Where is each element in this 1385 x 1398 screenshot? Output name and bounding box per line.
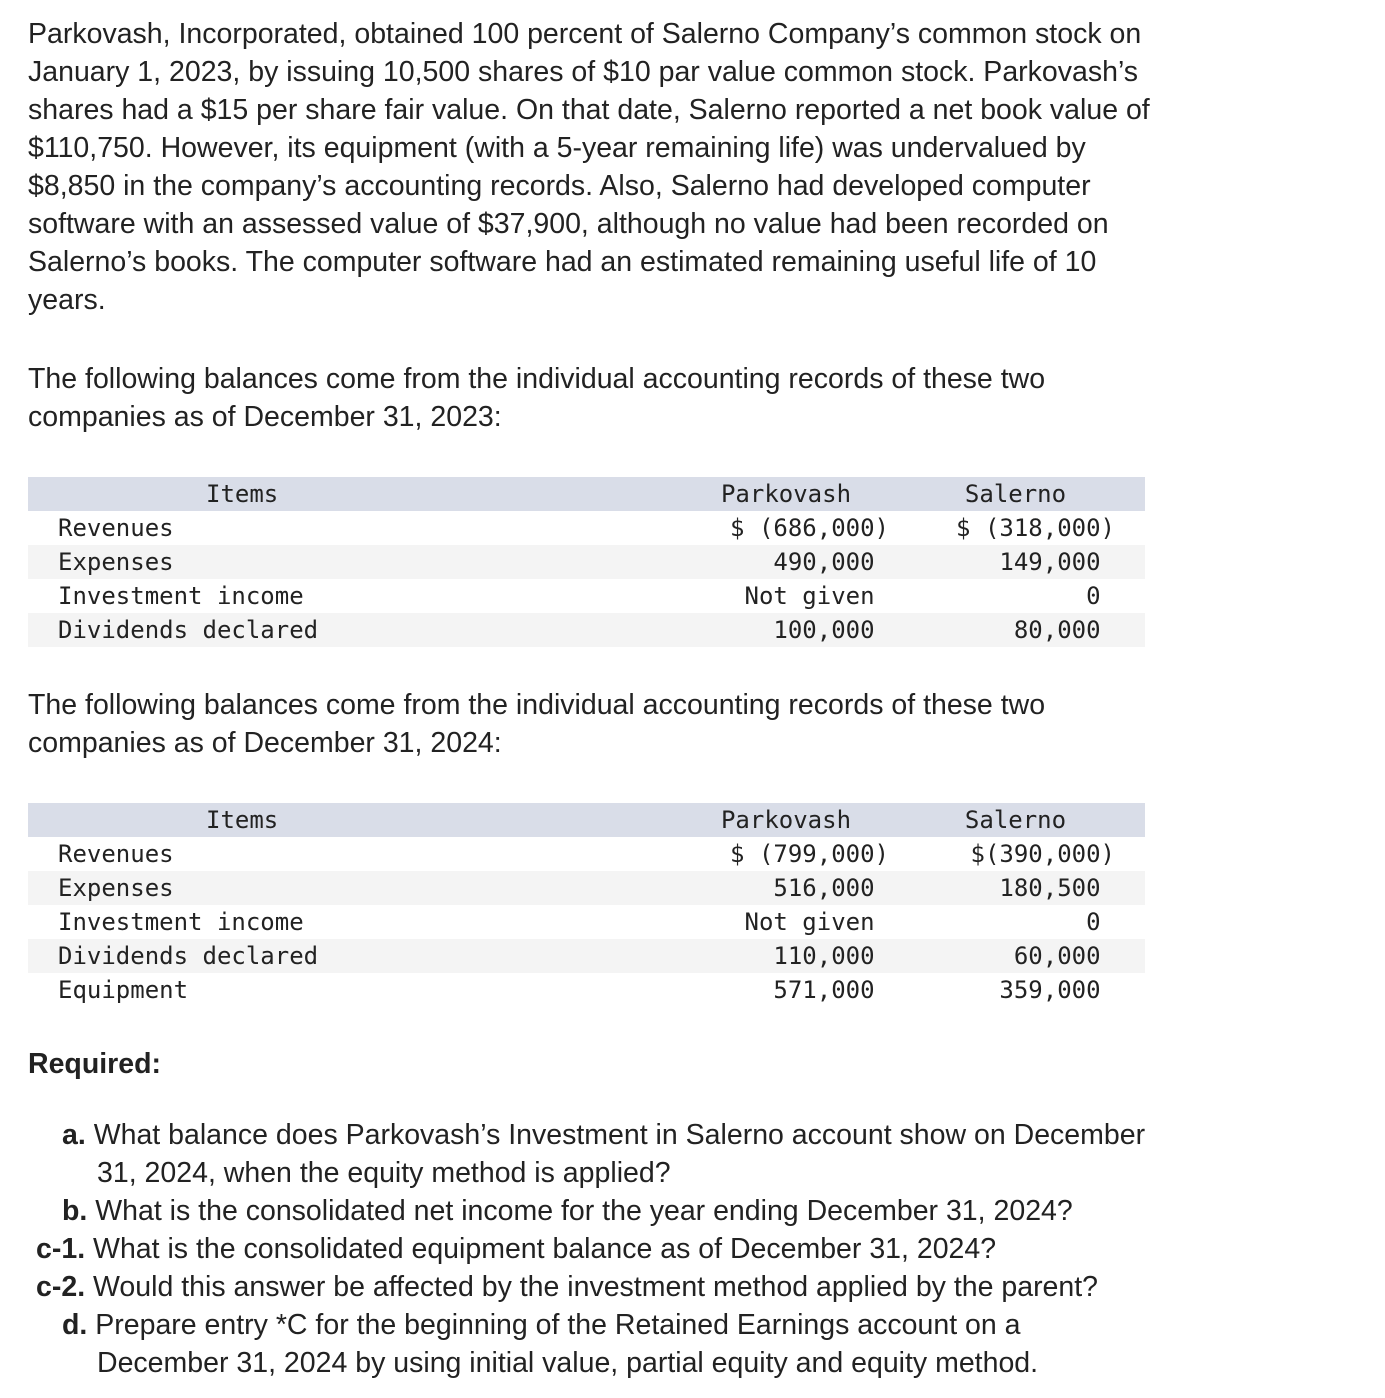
intro-line: years. [28, 284, 106, 316]
row-parkovash-value: 571,000 [773, 976, 889, 1004]
table-header-row [28, 477, 1145, 511]
lead-line: companies as of December 31, 2024: [28, 727, 502, 759]
row-parkovash-value: 490,000 [773, 548, 889, 576]
requirement-text: Prepare entry *C for the beginning of the Retained Earnings account on a [87, 1309, 1021, 1341]
requirement-c2 [36, 1268, 1336, 1306]
table-row [28, 973, 1145, 1007]
row-parkovash-value: Not given [744, 908, 889, 936]
header-items: Items [206, 806, 279, 834]
table-row [28, 939, 1145, 973]
table-row [28, 511, 1145, 545]
requirement-b [62, 1192, 1292, 1230]
requirement-label: b. [62, 1195, 88, 1227]
lead-line: The following balances come from the individual accounting records of these two [28, 363, 1046, 395]
row-salerno-value: 0 [1086, 582, 1115, 610]
requirement-d [62, 1306, 1292, 1382]
table-row [28, 871, 1145, 905]
intro-line: $110,750. However, its equipment (with a 5-year remaining life) was undervalued by [28, 132, 1086, 164]
row-salerno-value: $(390,000) [970, 840, 1115, 868]
requirement-text-continued: December 31, 2024 by using initial value, partial equity and equity method. [97, 1347, 1039, 1379]
requirement-c1 [36, 1230, 1296, 1268]
intro-line: Salerno’s books. The computer software had an estimated remaining useful life of 10 [28, 246, 1097, 278]
required-heading: Required: [28, 1048, 162, 1080]
intro-line: January 1, 2023, by issuing 10,500 shares of $10 par value common stock. Parkovash’s [28, 56, 1139, 88]
row-salerno-value: 0 [1086, 908, 1115, 936]
row-item: Expenses [58, 548, 174, 576]
intro-line: software with an assessed value of $37,900, although no value had been recorded on [28, 208, 1109, 240]
intro-line: shares had a $15 per share fair value. On that date, Salerno reported a net book value of [28, 94, 1150, 126]
row-salerno-value: 80,000 [1013, 616, 1115, 644]
row-item: Dividends declared [58, 616, 319, 644]
table-2023-intro [28, 360, 1288, 436]
header-items: Items [206, 480, 279, 508]
row-salerno-value: 180,500 [999, 874, 1115, 902]
header-salerno: Salerno [964, 806, 1067, 834]
row-salerno-value: 359,000 [999, 976, 1115, 1004]
header-parkovash: Parkovash [720, 806, 852, 834]
balances-table-2023 [28, 477, 1145, 647]
row-parkovash-value: $ (799,000) [730, 840, 889, 868]
problem-intro [28, 15, 1288, 319]
row-parkovash-value: 516,000 [773, 874, 889, 902]
lead-line: companies as of December 31, 2023: [28, 401, 502, 433]
row-parkovash-value: 110,000 [773, 942, 889, 970]
balances-table-2024 [28, 803, 1145, 1007]
row-salerno-value: 60,000 [1013, 942, 1115, 970]
requirement-label: a. [62, 1119, 86, 1151]
intro-line: $8,850 in the company’s accounting records. Also, Salerno had developed computer [28, 170, 1091, 202]
requirement-text: What is the consolidated net income for the year ending December 31, 2024? [87, 1195, 1073, 1227]
intro-line: Parkovash, Incorporated, obtained 100 percent of Salerno Company’s common stock on [28, 18, 1142, 50]
requirement-label: c-2. [36, 1271, 86, 1303]
requirement-text: What balance does Parkovash’s Investment in Salerno account show on December [85, 1119, 1146, 1151]
row-item: Revenues [58, 514, 174, 542]
requirement-a [62, 1116, 1292, 1192]
table-2024-intro [28, 686, 1288, 762]
row-salerno-value: $ (318,000) [956, 514, 1115, 542]
requirement-text: Would this answer be affected by the investment method applied by the parent? [85, 1271, 1099, 1303]
table-row [28, 613, 1145, 647]
row-parkovash-value: $ (686,000) [730, 514, 889, 542]
row-item: Investment income [58, 908, 304, 936]
row-parkovash-value: 100,000 [773, 616, 889, 644]
table-header-row [28, 803, 1145, 837]
header-parkovash: Parkovash [720, 480, 852, 508]
row-item: Expenses [58, 874, 174, 902]
row-item: Revenues [58, 840, 174, 868]
table-row [28, 545, 1145, 579]
table-row [28, 837, 1145, 871]
row-item: Investment income [58, 582, 304, 610]
header-salerno: Salerno [964, 480, 1067, 508]
table-row [28, 905, 1145, 939]
row-item: Dividends declared [58, 942, 319, 970]
requirement-label: c-1. [36, 1233, 86, 1265]
row-salerno-value: 149,000 [999, 548, 1115, 576]
requirement-label: d. [62, 1309, 88, 1341]
lead-line: The following balances come from the individual accounting records of these two [28, 689, 1046, 721]
row-parkovash-value: Not given [744, 582, 889, 610]
requirement-text: What is the consolidated equipment balance as of December 31, 2024? [85, 1233, 997, 1265]
table-row [28, 579, 1145, 613]
row-item: Equipment [58, 976, 189, 1004]
requirement-text-continued: 31, 2024, when the equity method is applied? [97, 1157, 671, 1189]
